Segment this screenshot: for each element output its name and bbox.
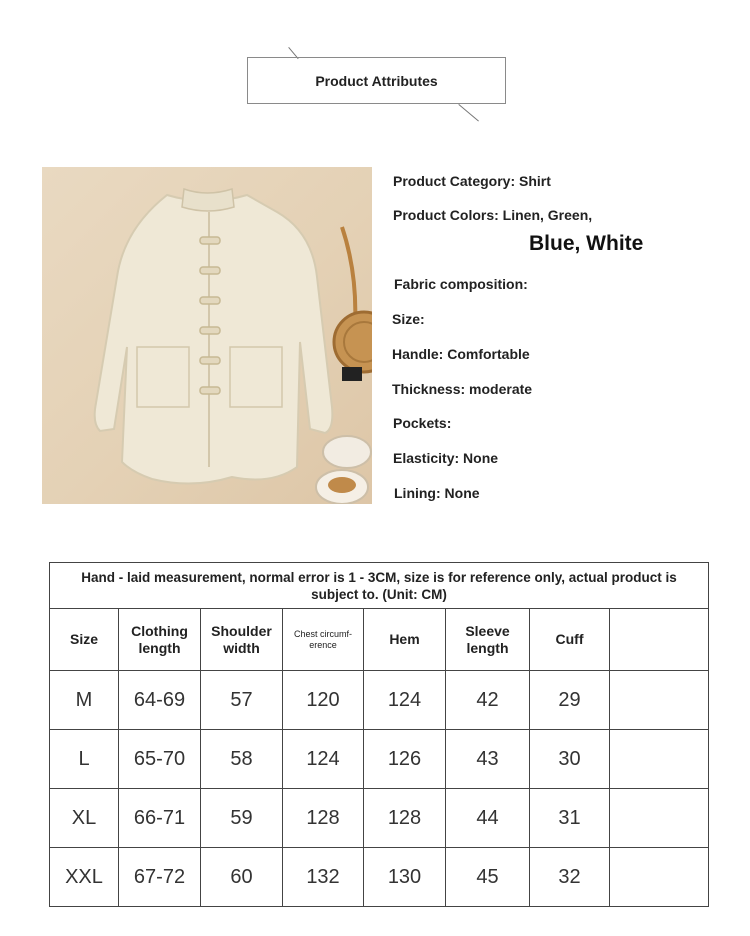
header-decor-line-bottom [458,104,479,121]
cell-chest: 124 [283,730,364,789]
cell-hem: 124 [364,671,446,730]
header-clothing-length: Clothing length [119,609,201,671]
cell-size: M [50,671,119,730]
attr-colors-extra: Blue, White [529,232,644,255]
cell-chest: 120 [283,671,364,730]
shirt-illustration [42,167,372,504]
cell-hem: 126 [364,730,446,789]
section-title-box [247,57,506,104]
table-row [50,730,709,789]
attr-size: Size: [392,311,425,327]
header-chest: Chest circumf-erence [283,609,364,671]
cell-size: XXL [50,848,119,907]
cell-shoulder-width: 59 [201,789,283,848]
attr-handle: Handle: Comfortable [392,346,530,362]
cell-sleeve-length: 42 [446,671,530,730]
section-title: Product Attributes [315,72,438,89]
attr-pockets: Pockets: [393,415,452,431]
cell-sleeve-length: 44 [446,789,530,848]
product-photo [42,167,372,504]
cell-empty [610,848,709,907]
header-shoulder-width: Shoulder width [201,609,283,671]
header-size: Size [50,609,119,671]
cell-cuff: 29 [530,671,610,730]
cell-clothing-length: 65-70 [119,730,201,789]
cell-sleeve-length: 45 [446,848,530,907]
cell-shoulder-width: 60 [201,848,283,907]
size-chart-note: Hand - laid measurement, normal error is 1 - 3CM, size is for reference only, actual product is subject to. (Unit: CM) [50,563,709,609]
attr-colors: Product Colors: Linen, Green, [393,207,593,223]
cell-clothing-length: 64-69 [119,671,201,730]
cell-chest: 128 [283,789,364,848]
cell-hem: 128 [364,789,446,848]
table-row [50,671,709,730]
cell-size: XL [50,789,119,848]
attr-fabric: Fabric composition: [394,276,528,292]
cell-cuff: 32 [530,848,610,907]
cell-empty [610,789,709,848]
cell-cuff: 31 [530,789,610,848]
cell-sleeve-length: 43 [446,730,530,789]
cell-chest: 132 [283,848,364,907]
cell-clothing-length: 66-71 [119,789,201,848]
cell-cuff: 30 [530,730,610,789]
table-row [50,789,709,848]
table-row [50,848,709,907]
cell-shoulder-width: 57 [201,671,283,730]
size-chart-table [49,562,709,907]
table-header-row [50,609,709,671]
header-empty [610,609,709,671]
attr-elasticity: Elasticity: None [393,450,499,466]
cell-empty [610,671,709,730]
cell-clothing-length: 67-72 [119,848,201,907]
header-hem: Hem [364,609,446,671]
cell-hem: 130 [364,848,446,907]
header-cuff: Cuff [530,609,610,671]
attr-thickness: Thickness: moderate [392,381,533,397]
attr-category: Product Category: Shirt [393,173,551,189]
attr-lining: Lining: None [394,485,480,501]
cell-empty [610,730,709,789]
cell-size: L [50,730,119,789]
cell-shoulder-width: 58 [201,730,283,789]
header-sleeve-length: Sleeve length [446,609,530,671]
